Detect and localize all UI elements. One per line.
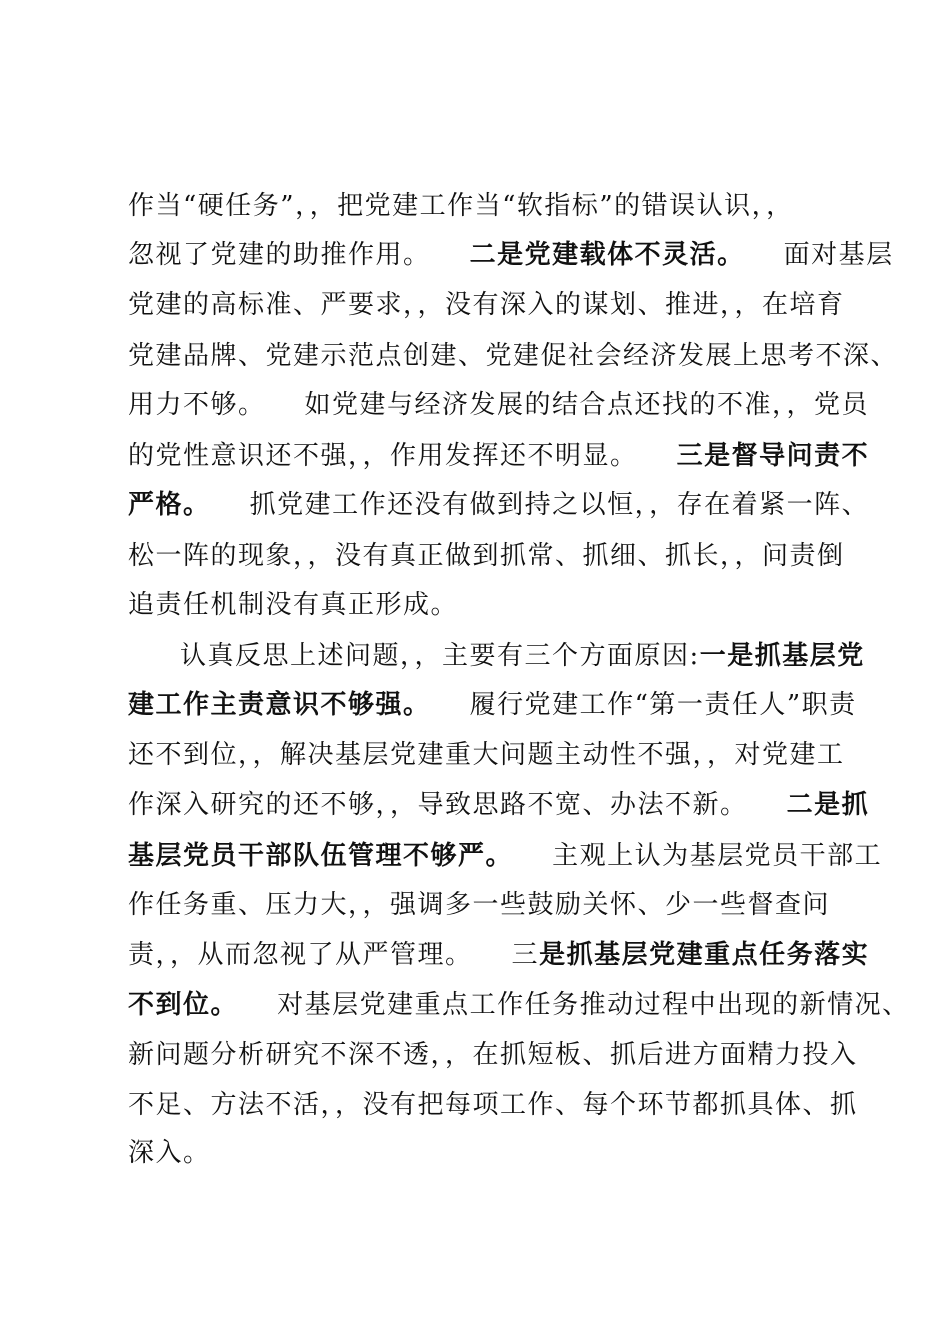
text-line <box>128 536 845 576</box>
text-line <box>128 836 882 876</box>
bold-text-run: 严格。 <box>128 490 211 520</box>
bold-text-run: 三是督导问责不 <box>676 441 870 471</box>
bold-text-run: 基层党员干部队伍管理不够严。 <box>128 841 514 871</box>
text-run: 认真反思上述问题，，主要有三个方面原因: <box>180 641 700 671</box>
text-run: 还不到位，，解决基层党建重大问题主动性不强，，对党建工 <box>128 740 845 770</box>
text-run: 党建的高标准、严要求，，没有深入的谋划、推进，，在培育 <box>128 290 845 320</box>
text-line <box>128 685 857 725</box>
text-run: 追责任机制没有真正形成。 <box>128 590 459 620</box>
text-run: 抓党建工作还没有做到持之以恒，，存在着紧一阵、 <box>210 490 870 520</box>
text-line <box>128 235 894 275</box>
text-line <box>128 785 869 825</box>
text-run: 用力不够。 如党建与经济发展的结合点还找的不准，，党员 <box>128 390 870 420</box>
text-line <box>128 385 869 425</box>
bold-text-run: 不到位。 <box>128 990 239 1020</box>
text-run: 履行党建工作“第一责任人”职责 <box>430 690 857 720</box>
text-run: 面对基层 <box>744 240 894 270</box>
text-run: 忽视了党建的助推作用。 <box>128 240 470 270</box>
text-run: 作任务重、压力大，，强调多一些鼓励关怀、少一些督查问 <box>128 890 831 920</box>
text-line <box>128 985 910 1025</box>
text-line <box>128 186 794 226</box>
bold-text-run: 建工作主责意识不够强。 <box>128 690 431 720</box>
text-line <box>180 636 865 676</box>
text-run: 不足、方法不活，，没有把每项工作、每个环节都抓具体、抓 <box>128 1090 858 1120</box>
text-line <box>128 585 458 625</box>
text-line <box>128 935 869 975</box>
text-run: 深入。 <box>128 1138 211 1168</box>
text-run: 作深入研究的还不够，，导致思路不宽、办法不新。 <box>128 790 787 820</box>
bold-text-run: 二是抓 <box>786 790 870 820</box>
text-line <box>128 735 845 775</box>
text-run: 责，，从而忽视了从严管理。 三 <box>128 940 540 970</box>
text-run: 作当“硬任务”，，把党建工作当“软指标”的错误认识，， <box>128 191 794 221</box>
text-line <box>128 336 898 376</box>
text-line <box>128 885 830 925</box>
text-line <box>128 285 845 325</box>
text-run: 主观上认为基层党员干部工 <box>513 841 883 871</box>
text-line <box>128 485 869 525</box>
text-line <box>128 1085 858 1125</box>
text-line <box>128 1133 211 1173</box>
text-run: 对基层党建重点工作任务推动过程中出现的新情况、 <box>238 990 910 1020</box>
bold-text-run: 二是党建载体不灵活。 <box>469 240 745 270</box>
text-run: 新问题分析研究不深不透，，在抓短板、抓后进方面精力投入 <box>128 1040 858 1070</box>
bold-text-run: 是抓基层党建重点任务落实 <box>539 940 870 970</box>
text-run: 松一阵的现象，，没有真正做到抓常、抓细、抓长，，问责倒 <box>128 541 845 571</box>
bold-text-run: 一是抓基层党 <box>699 641 865 671</box>
text-run: 的党性意识还不强，，作用发挥还不明显。 <box>128 441 677 471</box>
text-run: 党建品牌、党建示范点创建、党建促社会经济发展上思考不深、 <box>128 341 899 371</box>
text-line <box>128 436 869 476</box>
text-line <box>128 1035 858 1075</box>
